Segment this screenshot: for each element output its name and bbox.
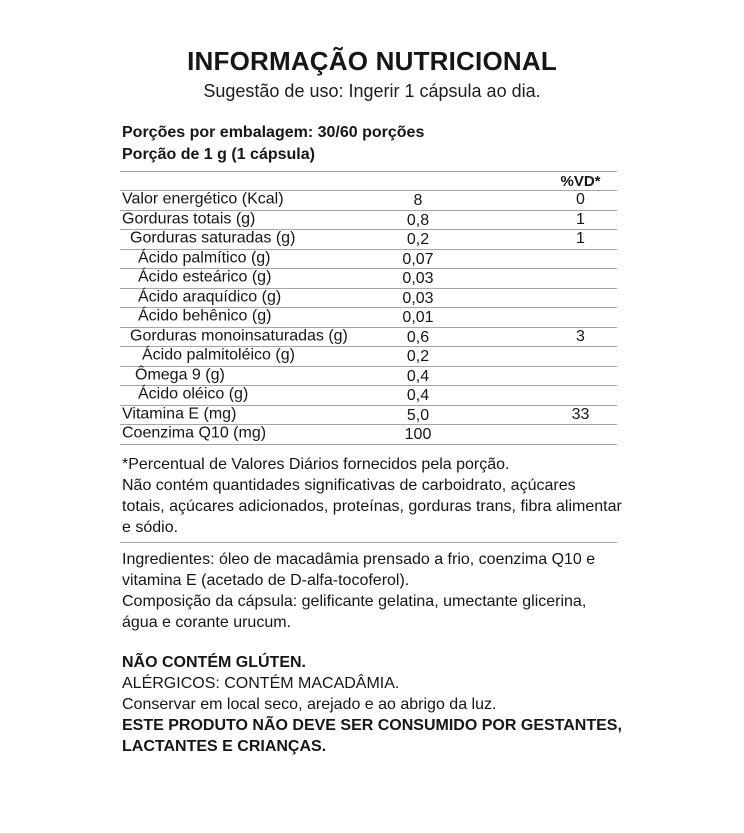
- ingredients-section: [122, 549, 622, 633]
- servings-per-package: Porções por embalagem: 30/60 porções: [122, 124, 425, 141]
- table-row: [120, 386, 617, 406]
- nutrition-table-header: [120, 172, 617, 191]
- ingredients-list: Ingredientes: óleo de macadâmia prensado a frio, coenzima Q10 e vitamina E (acetado de D-alfa-tocoferol).: [122, 550, 596, 589]
- consumption-restriction: ESTE PRODUTO NÃO DEVE SER CONSUMIDO POR GESTANTES, LACTANTES E CRIANÇAS.: [122, 716, 622, 755]
- table-row: [120, 230, 617, 250]
- nutrient-amount: 0,01: [402, 309, 434, 326]
- table-row: [120, 328, 617, 348]
- section-divider: [120, 542, 617, 543]
- nutrient-amount: 5,0: [406, 406, 430, 424]
- no-significant-amounts-note: Não contém quantidades significativas de carboidrato, açúcares totais, açúcares adicionados, proteínas, gorduras trans, fibra alimentar e sódio.: [122, 476, 622, 537]
- serving-size: Porção de 1 g (1 cápsula): [122, 145, 315, 163]
- nutrition-table: [120, 171, 617, 445]
- page-title: INFORMAÇÃO NUTRICIONAL: [187, 46, 557, 76]
- nutrient-label: Coenzima Q10 (mg): [122, 424, 267, 442]
- nutrient-amount: 0,03: [402, 289, 434, 307]
- nutrient-daily-value: 1: [576, 210, 585, 228]
- nutrient-label: Gorduras monoinsaturadas (g): [130, 327, 348, 345]
- nutrient-label: Valor energético (Kcal): [122, 190, 284, 208]
- table-row: [120, 289, 617, 309]
- nutrient-amount: 100: [404, 426, 432, 443]
- nutrient-label: Vitamina E (mg): [122, 405, 237, 423]
- storage-instructions: Conservar em local seco, arejado e ao abrigo da luz.: [122, 695, 497, 713]
- nutrient-amount: 0,03: [402, 270, 434, 287]
- nutrition-table-body: [120, 191, 617, 445]
- nutrient-label: Ômega 9 (g): [135, 366, 225, 384]
- nutrient-daily-value: 1: [576, 230, 585, 247]
- nutrient-amount: 0,4: [406, 367, 430, 385]
- nutrient-label: Ácido behênico (g): [138, 307, 272, 325]
- table-row: [120, 406, 617, 426]
- nutrient-label: Ácido esteárico (g): [138, 268, 272, 286]
- nutrient-amount: 0,2: [406, 348, 430, 365]
- nutrient-label: Gorduras totais (g): [122, 210, 256, 228]
- allergen-statement: ALÉRGICOS: CONTÉM MACADÂMIA.: [122, 674, 400, 692]
- table-row: [120, 211, 617, 231]
- nutrient-label: Ácido palmitoléico (g): [142, 346, 295, 364]
- gluten-free-statement: NÃO CONTÉM GLÚTEN.: [122, 653, 306, 671]
- nutrient-label: Ácido palmítico (g): [138, 249, 271, 267]
- servings-info: [122, 122, 744, 165]
- nutrient-amount: 0,4: [406, 387, 430, 404]
- nutrient-amount: 0,8: [406, 211, 430, 229]
- usage-suggestion: Sugestão de uso: Ingerir 1 cápsula ao dia.: [203, 81, 541, 101]
- table-row: [120, 308, 617, 328]
- table-row: [120, 367, 617, 387]
- table-row: [120, 191, 617, 211]
- nutrient-daily-value: 3: [576, 327, 585, 345]
- table-row: [120, 425, 617, 445]
- nutrient-label: Ácido oléico (g): [138, 385, 249, 403]
- nutrient-label: Gorduras saturadas (g): [130, 229, 296, 247]
- nutrient-amount: 0,6: [406, 328, 430, 346]
- footnotes: [122, 454, 622, 539]
- nutrient-label: Ácido araquídico (g): [138, 288, 282, 306]
- nutrient-amount: 0,07: [402, 250, 434, 268]
- table-row: [120, 250, 617, 270]
- daily-value-footnote: *Percentual de Valores Diários fornecidos pela porção.: [122, 455, 510, 473]
- nutrient-amount: 0,2: [406, 231, 430, 248]
- nutrient-amount: 8: [413, 192, 423, 209]
- warnings-section: [122, 652, 622, 757]
- table-row: [120, 347, 617, 367]
- table-row: [120, 269, 617, 289]
- nutrient-daily-value: 0: [576, 191, 585, 208]
- nutrient-daily-value: 33: [571, 405, 590, 423]
- daily-value-header: %VD*: [560, 173, 601, 190]
- capsule-composition: Composição da cápsula: gelificante gelatina, umectante glicerina, água e corante urucum.: [122, 592, 587, 631]
